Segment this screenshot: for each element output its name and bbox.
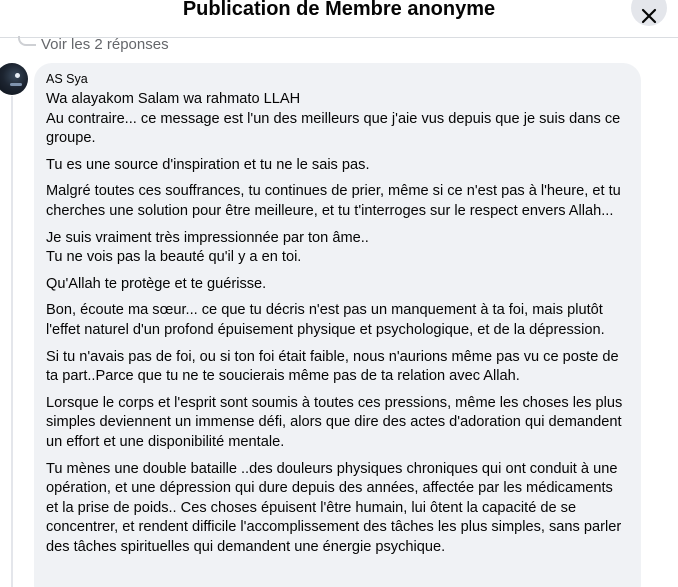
avatar[interactable] bbox=[0, 63, 28, 95]
comment-author[interactable]: AS Sya bbox=[46, 72, 88, 86]
avatar-detail bbox=[15, 73, 20, 78]
comment-body bbox=[46, 90, 629, 557]
comment-paragraph: Malgré toutes ces souffrances, tu continues de prier, même si ce n'est pas à l'heure, et tu cherches une solution pour être meilleure, et tu t'interroges sur le respect envers Allah... bbox=[46, 183, 621, 219]
comment-paragraph: Bon, écoute ma sœur... ce que tu décris n'est pas un manquement à ta foi, mais plutôt l'effet naturel d'un profond épuisement physique et psychologique, et de la dépression. bbox=[46, 302, 605, 338]
comment-paragraph: Tu es une source d'inspiration et tu ne le sais pas. bbox=[46, 156, 370, 173]
close-button[interactable] bbox=[631, 0, 667, 26]
dialog-title: Publication de Membre anonyme bbox=[182, 0, 496, 20]
comment-paragraph: Si tu n'avais pas de foi, ou si ton foi était faible, nous n'aurions même pas vu ce poste de ta part..Parce que tu ne te soucierais même pas de ta relation avec Allah. bbox=[46, 348, 619, 385]
comment-paragraph: Lorsque le corps et l'esprit sont soumis à toutes ces pressions, même les choses les plus simples deviennent un immense défi, alors que dire des actes d'adoration qui demandent un effort et une disponibilité mentale. bbox=[46, 394, 623, 450]
comment-paragraph: Je suis vraiment très impressionnée par ton âme.. Tu ne vois pas la beauté qu'il y a en toi. bbox=[46, 229, 369, 266]
comment-paragraph: Wa alayakom Salam wa rahmato LLAH Au contraire... ce message est l'un des meilleurs que j'aie vus depuis que je suis dans ce groupe. bbox=[46, 91, 621, 147]
avatar-detail bbox=[10, 83, 22, 86]
thread-line bbox=[11, 96, 13, 587]
thread-connector bbox=[18, 36, 36, 46]
dialog-header bbox=[0, 0, 678, 38]
comment-bubble bbox=[34, 63, 641, 587]
view-replies-link[interactable]: Voir les 2 réponses bbox=[41, 36, 169, 53]
comment-paragraph: Qu'Allah te protège et te guérisse. bbox=[46, 275, 267, 292]
close-icon bbox=[641, 8, 657, 24]
comment-paragraph: Tu mènes une double bataille ..des douleurs physiques chroniques qui ont conduit à une opération, et une dépression qui dure depuis des années, affectée par les médicaments et la prise de poids.. Ces choses épuisent l'être humain, lui ôtent la capacité de se concentrer, et rendent difficile l'accomplissement des tâches les plus simples, sans parler des tâches spirituelles qui demandent une énergie psychique. bbox=[46, 460, 622, 555]
